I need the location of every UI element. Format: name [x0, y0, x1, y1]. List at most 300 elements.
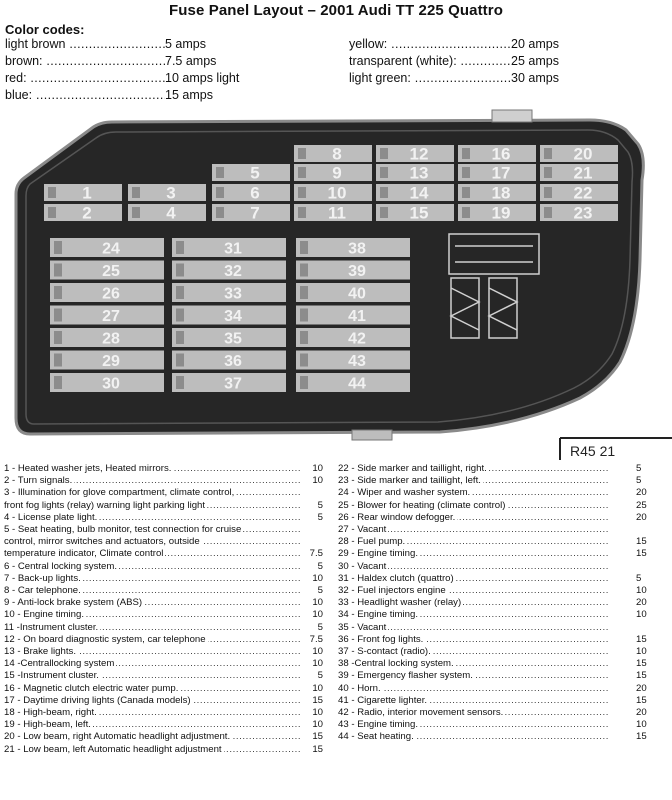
fuse-amperage: 20 [636, 511, 647, 523]
fuse-legend-text-wrap [338, 524, 608, 536]
fuse-slot [300, 376, 308, 389]
fuse-description: 40 - Horn. [338, 682, 381, 694]
fuse-number: 12 [409, 144, 429, 164]
fuse-legend-entry [338, 512, 668, 524]
fuse-amperage: 15 [636, 658, 647, 670]
fuse-description: 5 - Seat heating, bulb monitor, test connection for cruise [4, 524, 242, 536]
fuse-description: 32 - Fuel injectors engine [338, 585, 446, 597]
fuse [50, 283, 164, 303]
fuse [50, 261, 164, 281]
fuse-description: 37 - S-contact (radio). [338, 646, 431, 658]
fuse-number: 34 [224, 308, 242, 325]
fuse-description: 16 - Magnetic clutch electric water pump. [4, 682, 179, 694]
fuse-amperage: 20 [636, 682, 647, 694]
fuse [296, 283, 410, 303]
fuse-legend-text-wrap [338, 536, 608, 548]
fuse-amperage: 10 [312, 719, 323, 731]
fuse-legend-entry [338, 719, 668, 731]
fuse-slot [300, 241, 308, 254]
fuse [296, 238, 410, 258]
color-code-label: light green: ..... [349, 70, 511, 87]
fuse-legend-text-wrap [338, 500, 608, 512]
fuse-description: 12 - On board diagnostic system, car telephone [4, 633, 206, 645]
fuse-description: 8 - Car telephone. [4, 585, 81, 597]
fuse-number: 15 [409, 203, 429, 223]
fuse-number: 38 [348, 240, 366, 258]
fuse [376, 204, 454, 223]
fuse-description: 21 - Low beam, left Automatic headlight adjustment [4, 743, 222, 755]
fuse-slot [380, 148, 388, 159]
fuse-legend-text-wrap [338, 683, 608, 695]
fuse-legend-entry [338, 731, 668, 743]
fuse-slot [300, 309, 308, 322]
fuse-amperage: 15 [636, 670, 647, 682]
fuse [294, 184, 372, 203]
fuse-legend-entry [4, 500, 326, 512]
fuse [172, 373, 286, 393]
fuse-legend-entry [338, 695, 668, 707]
color-code-value: 5 amps [165, 37, 206, 51]
fuse-legend-text-wrap [338, 670, 608, 682]
fuse [128, 204, 206, 223]
fuse-legend-text-wrap [4, 670, 301, 682]
bottom-tab [352, 430, 392, 440]
fuse-legend-entry [4, 646, 326, 658]
fuse [458, 204, 536, 223]
fuse-legend-text-wrap [338, 695, 608, 707]
fuse-description: 15 -Instrument cluster. [4, 670, 99, 682]
fuse-legend-text-wrap [4, 707, 301, 719]
fuse-description: 31 - Haldex clutch (quattro) [338, 572, 454, 584]
fuse [50, 351, 164, 371]
color-code-label: blue: ..... [5, 87, 165, 104]
color-code-value: 7.5 amps [165, 54, 217, 68]
fuse-slot [176, 331, 184, 344]
fuse-legend-entry [4, 707, 326, 719]
lower-fuse-block [50, 238, 410, 393]
fuse-number: 11 [328, 203, 346, 223]
fuse-legend-text-wrap [338, 512, 608, 524]
fuse [294, 204, 372, 223]
fuse-legend-text-wrap [338, 634, 608, 646]
fuse-description: 13 - Brake lights. [4, 646, 76, 658]
color-codes-left [5, 36, 239, 104]
fuse-number: 32 [224, 263, 242, 280]
fuse-legend-entry [338, 536, 668, 548]
fuse-amperage: 10 [312, 463, 323, 474]
fuse-description: 1 - Heated washer jets, Heated mirrors. [4, 463, 172, 474]
fuse [458, 164, 536, 183]
fuse-slot [298, 148, 306, 159]
fuse-legend-entry [4, 585, 326, 597]
fuse [212, 184, 290, 203]
fuse-legend-right [338, 463, 668, 744]
fuse-amperage: 10 [312, 475, 323, 487]
fuse-legend-entry [4, 634, 326, 646]
fuse-amperage: 15 [312, 694, 323, 706]
fuse-number: 3 [166, 183, 176, 203]
fuse [172, 238, 286, 258]
fuse-description: front fog lights (relay) warning light parking light [4, 499, 206, 511]
fuse-legend-text-wrap [338, 573, 608, 585]
fuse-number: 25 [102, 263, 120, 280]
fuse-slot [544, 207, 552, 218]
color-code-value: 10 amps light [165, 71, 240, 85]
fuse [172, 351, 286, 371]
fuse-panel-diagram [0, 100, 672, 460]
fuse-number: 17 [491, 163, 511, 183]
fuse-description: 23 - Side marker and taillight, left. [338, 475, 481, 487]
fuse-legend-entry [4, 622, 326, 634]
fuse-legend-entry [338, 548, 668, 560]
fuse-legend-text-wrap [338, 597, 608, 609]
fuse-description: 26 - Rear window defogger. [338, 511, 456, 523]
color-code-row [349, 53, 559, 70]
fuse [44, 204, 122, 223]
fuse-amperage: 10 [636, 719, 647, 731]
fuse-legend-entry [338, 634, 668, 646]
corner-label-box [560, 438, 672, 460]
fuse-description: 18 - High-beam, right. [4, 707, 97, 719]
fuse-number: 35 [224, 330, 242, 348]
fuse [212, 164, 290, 183]
fuse-amperage: 15 [636, 731, 647, 743]
fuse-number: 19 [491, 203, 511, 223]
fuse-slot [176, 286, 184, 299]
fuse-number: 24 [102, 240, 120, 258]
fuse [540, 184, 618, 203]
color-codes-heading: Color codes: [5, 22, 85, 37]
fuse-slot [462, 187, 470, 198]
fuse-number: 14 [409, 183, 429, 203]
color-code-row [5, 70, 239, 87]
fuse-legend-text-wrap [4, 524, 301, 536]
fuse-legend-text-wrap [338, 487, 608, 499]
fuse-number: 7 [250, 203, 260, 223]
fuse-amperage: 5 [636, 475, 642, 487]
fuse-description: 25 - Blower for heating (climate control) [338, 499, 506, 511]
fuse-amperage: 5 [317, 585, 323, 597]
fuse-amperage: 15 [636, 548, 647, 560]
fuse-number: 37 [224, 375, 242, 393]
fuse-slot [462, 207, 470, 218]
fuse-number: 27 [102, 308, 120, 325]
fuse-description: 6 - Central locking system. [4, 560, 118, 572]
fuse [44, 184, 122, 203]
fuse-number: 8 [332, 144, 342, 164]
fuse-legend-entry [338, 475, 668, 487]
fuse-slot [132, 187, 140, 198]
fuse-number: 10 [327, 183, 347, 203]
fuse [540, 204, 618, 223]
fuse-description: 29 - Engine timing. [338, 548, 418, 560]
fuse-legend-text-wrap [4, 683, 301, 695]
fuse-number: 21 [573, 163, 593, 183]
fuse-legend-text-wrap [4, 646, 301, 658]
fuse-legend-text-wrap [4, 609, 301, 621]
color-code-value: 20 amps [511, 37, 559, 51]
fuse-legend-text-wrap [338, 622, 608, 634]
fuse-description: 20 - Low beam, right Automatic headlight adjustment. [4, 731, 231, 743]
fuse [172, 283, 286, 303]
fuse-legend-entry [338, 463, 668, 475]
fuse-description: 7 - Back-up lights. [4, 572, 81, 584]
fuse-amperage: 5 [317, 511, 323, 523]
fuse-description: 22 - Side marker and taillight, right. [338, 463, 487, 474]
fuse-amperage: 10 [636, 585, 647, 597]
fuse-slot [54, 309, 62, 322]
fuse-description: 43 - Engine timing. [338, 719, 418, 731]
fuse-slot [54, 376, 62, 389]
fuse-amperage: 5 [636, 572, 642, 584]
fuse-slot [54, 264, 62, 277]
fuse-slot [54, 286, 62, 299]
fuse-legend-text-wrap [338, 463, 608, 475]
corner-label: R45 21 [570, 443, 616, 459]
fuse-legend-entry [338, 524, 668, 536]
fuse-legend-entry [4, 683, 326, 695]
fuse-slot [48, 187, 56, 198]
fuse-slot [380, 187, 388, 198]
fuse-legend-text-wrap [338, 548, 608, 560]
fuse-number: 44 [348, 375, 366, 393]
fuse-amperage: 25 [636, 499, 647, 511]
fuse-number: 18 [491, 183, 511, 203]
fuse-legend-text-wrap [4, 731, 301, 743]
fuse-legend-entry [4, 609, 326, 621]
fuse-description: 10 - Engine timing. [4, 609, 84, 621]
fuse-slot [216, 207, 224, 218]
fuse-legend-entry [338, 487, 668, 499]
fuse-slot [300, 354, 308, 367]
fuse-description: 24 - Wiper and washer system. [338, 487, 471, 499]
fuse-legend-text-wrap [4, 475, 301, 487]
fuse-slot [298, 167, 306, 178]
fuse-legend-entry [4, 744, 326, 756]
color-code-label: brown: ..... [5, 53, 165, 70]
color-code-label: light brown ..... [5, 36, 165, 53]
fuse [296, 373, 410, 393]
fuse [540, 145, 618, 164]
fuse-number: 9 [332, 163, 342, 183]
fuse-description: 3 - Illumination for glove compartment, climate control, [4, 487, 235, 499]
top-tab [492, 110, 532, 122]
fuse-legend-text-wrap [4, 536, 301, 548]
fuse-number: 5 [250, 163, 260, 183]
fuse-description: 11 -Instrument cluster. [4, 621, 99, 633]
fuse-legend-entry [4, 597, 326, 609]
fuse-legend-entry [338, 585, 668, 597]
fuse [172, 261, 286, 281]
fuse-legend-entry [338, 670, 668, 682]
fuse [296, 328, 410, 348]
fuse-legend-entry [4, 731, 326, 743]
color-code-row [349, 36, 559, 53]
fuse-slot [300, 286, 308, 299]
fuse [212, 204, 290, 223]
fuse-description: 36 - Front fog lights. [338, 633, 424, 645]
fuse-legend-text-wrap [4, 500, 301, 512]
fuse [376, 145, 454, 164]
fuse-number: 13 [409, 163, 429, 183]
fuse-legend-text-wrap [4, 597, 301, 609]
fuse-legend-text-wrap [338, 475, 608, 487]
fuse-amperage: 20 [636, 597, 647, 609]
fuse [458, 184, 536, 203]
fuse-legend-text-wrap [338, 646, 608, 658]
fuse-number: 39 [348, 263, 366, 280]
fuse-slot [176, 309, 184, 322]
fuse-description: temperature indicator, Climate control [4, 548, 164, 560]
fuse-slot [462, 148, 470, 159]
fuse-legend-text-wrap [4, 634, 301, 646]
fuse-slot [54, 241, 62, 254]
fuse-description: 38 -Central locking system. [338, 658, 454, 670]
fuse-amperage: 7.5 [309, 548, 323, 560]
fuse-amperage: 10 [312, 572, 323, 584]
fuse-slot [216, 187, 224, 198]
fuse-legend-text-wrap [338, 561, 608, 573]
fuse-legend-entry [338, 683, 668, 695]
fuse-legend-text-wrap [4, 512, 301, 524]
fuse-amperage: 5 [317, 560, 323, 572]
fuse [296, 351, 410, 371]
fuse-amperage: 10 [312, 646, 323, 658]
fuse [172, 328, 286, 348]
fuse-number: 2 [82, 203, 92, 223]
fuse-number: 26 [102, 285, 120, 303]
fuse [128, 184, 206, 203]
fuse-legend-entry [4, 487, 326, 499]
color-code-value: 30 amps [511, 71, 559, 85]
fuse-amperage: 10 [312, 707, 323, 719]
fuse-legend-entry [338, 707, 668, 719]
fuse-description: 41 - Cigarette lighter. [338, 694, 428, 706]
fuse-description: 34 - Engine timing. [338, 609, 418, 621]
fuse-legend-entry [4, 670, 326, 682]
fuse-number: 36 [224, 353, 242, 370]
fuse-amperage: 10 [636, 646, 647, 658]
fuse-amperage: 15 [312, 731, 323, 743]
fuse-amperage: 10 [636, 609, 647, 621]
fuse-slot [298, 187, 306, 198]
fuse-legend-text-wrap [4, 658, 301, 670]
fuse-legend-entry [4, 463, 326, 475]
fuse-legend-text-wrap [338, 731, 608, 743]
fuse-legend-entry [338, 500, 668, 512]
fuse-number: 30 [102, 375, 120, 393]
fuse-legend-entry [338, 597, 668, 609]
fuse-legend-entry [338, 609, 668, 621]
fuse-number: 41 [348, 308, 366, 325]
fuse-legend-left [4, 463, 326, 756]
fuse-description: 28 - Fuel pump. [338, 536, 406, 548]
fuse-slot [300, 264, 308, 277]
fuse-amperage: 20 [636, 487, 647, 499]
fuse-slot [54, 354, 62, 367]
fuse-number: 31 [224, 240, 242, 258]
fuse-slot [300, 331, 308, 344]
fuse-amperage: 5 [636, 463, 642, 474]
fuse-amperage: 10 [312, 597, 323, 609]
fuse-legend-entry [4, 536, 326, 548]
fuse-legend-text-wrap [338, 719, 608, 731]
fuse [50, 238, 164, 258]
fuse-legend-entry [338, 561, 668, 573]
color-code-row [5, 53, 239, 70]
fuse-legend-text-wrap [338, 707, 608, 719]
color-code-label: yellow: ..... [349, 36, 511, 53]
fuse [296, 306, 410, 326]
fuse-description: 14 -Centrallocking system [4, 658, 115, 670]
fuse-legend-entry [4, 573, 326, 585]
fuse-legend-text-wrap [4, 561, 301, 573]
fuse-number: 23 [573, 203, 593, 223]
fuse-legend-text-wrap [4, 548, 301, 560]
fuse-number: 40 [348, 285, 366, 303]
color-code-row [5, 36, 239, 53]
fuse [376, 184, 454, 203]
fuse-amperage: 7.5 [309, 633, 323, 645]
fuse-legend-entry [338, 646, 668, 658]
fuse [376, 164, 454, 183]
color-code-value: 25 amps [511, 54, 559, 68]
fuse-description: 39 - Emergency flasher system. [338, 670, 473, 682]
fuse-number: 28 [102, 330, 120, 348]
fuse-slot [176, 376, 184, 389]
fuse-amperage: 20 [636, 707, 647, 719]
fuse-legend-entry [338, 573, 668, 585]
fuse-amperage: 15 [636, 694, 647, 706]
fuse-description: 35 - Vacant [338, 621, 387, 633]
fuse-legend-text-wrap [4, 744, 301, 756]
fuse [172, 306, 286, 326]
fuse-number: 42 [348, 330, 366, 348]
fuse-slot [176, 354, 184, 367]
fuse-slot [380, 167, 388, 178]
fuse-legend-entry [338, 622, 668, 634]
color-code-row [349, 70, 559, 87]
fuse [294, 164, 372, 183]
fuse-amperage: 10 [312, 658, 323, 670]
fuse-description: 30 - Vacant [338, 560, 387, 572]
fuse-description: 27 - Vacant [338, 524, 387, 536]
fuse-slot [54, 331, 62, 344]
fuse-legend-text-wrap [4, 719, 301, 731]
page-title: Fuse Panel Layout – 2001 Audi TT 225 Quattro [169, 2, 503, 19]
fuse-description: 19 - High-beam, left. [4, 719, 91, 731]
fuse-legend-text-wrap [4, 695, 301, 707]
fuse-legend-text-wrap [338, 609, 608, 621]
fuse-legend-text-wrap [4, 573, 301, 585]
fuse-legend-entry [4, 695, 326, 707]
fuse [50, 328, 164, 348]
fuse-legend-entry [4, 548, 326, 560]
fuse-slot [544, 148, 552, 159]
fuse-number: 20 [573, 144, 593, 164]
fuse-slot [216, 167, 224, 178]
fuse-legend-entry [4, 512, 326, 524]
fuse-legend-text-wrap [4, 585, 301, 597]
fuse-slot [176, 264, 184, 277]
fuse-legend-entry [4, 658, 326, 670]
fuse-amperage: 5 [317, 499, 323, 511]
color-code-label: transparent (white): ..... [349, 53, 511, 70]
fuse-number: 43 [348, 353, 366, 370]
fuse-legend-text-wrap [4, 463, 301, 475]
fuse-legend-entry [338, 658, 668, 670]
color-codes-right [349, 36, 559, 87]
